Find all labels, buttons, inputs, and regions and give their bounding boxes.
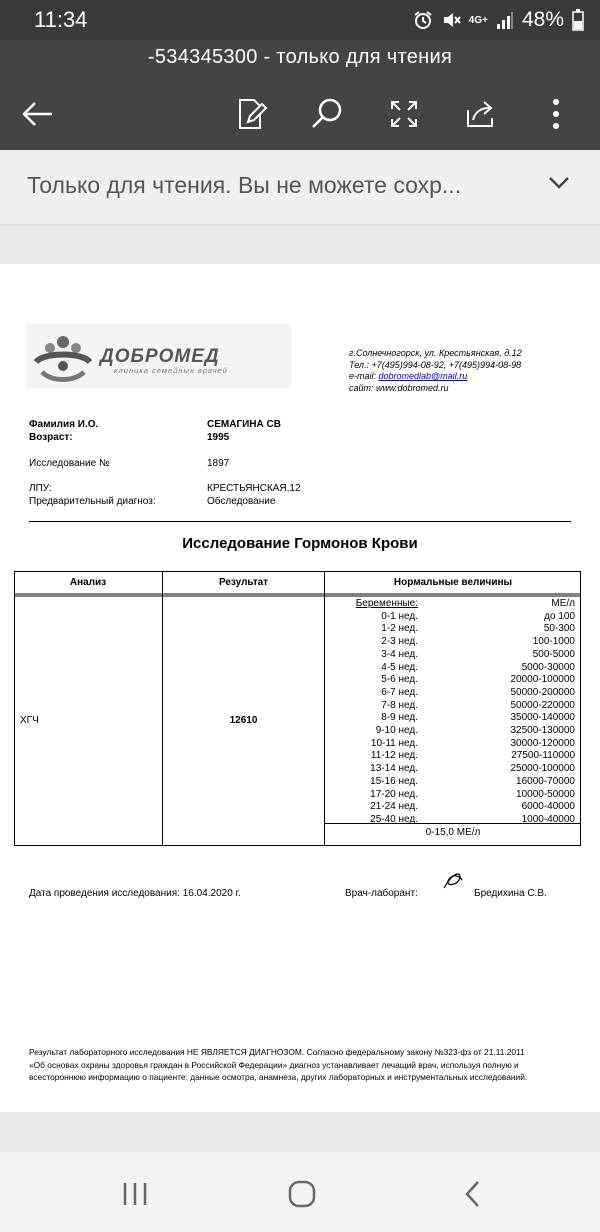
email-label: e-mail: bbox=[349, 371, 379, 381]
norm-row bbox=[333, 674, 575, 687]
document-page bbox=[0, 264, 600, 1112]
study-label: Исследование № bbox=[29, 458, 110, 469]
signal-icon bbox=[496, 10, 514, 30]
norm-range: 10000-50000 bbox=[516, 788, 575, 800]
clinic-tagline: клиника семейных врачей bbox=[114, 366, 228, 375]
norm-range: 50-300 bbox=[543, 623, 575, 635]
norm-week: 3-4 нед. bbox=[381, 648, 418, 660]
norm-row bbox=[333, 789, 575, 802]
name-value: СЕМАГИНА СВ bbox=[207, 419, 281, 430]
document-title: -534345300 - только для чтения bbox=[147, 46, 453, 68]
result-cell: 12610 bbox=[229, 715, 258, 726]
norm-range: 6000-40000 bbox=[521, 801, 575, 813]
network-type: 4G+ bbox=[468, 14, 488, 26]
share-button[interactable] bbox=[458, 92, 502, 136]
disclaimer-line-1: Результат лабораторного исследования НЕ ЯВЛЯЕТСЯ ДИАГНОЗОМ. Согласно федеральному закону №323-фз от 21.11.2011 bbox=[29, 1047, 525, 1057]
norm-range: 50000-220000 bbox=[510, 699, 575, 711]
norm-row bbox=[333, 687, 575, 700]
divider bbox=[29, 521, 571, 522]
norm-row bbox=[333, 738, 575, 751]
norm-range: 500-5000 bbox=[532, 648, 575, 660]
nav-back-button[interactable] bbox=[447, 1176, 497, 1212]
clinic-phone: Тел.: +7(495)994-08-92, +7(495)994-08-98 bbox=[349, 359, 522, 370]
name-label: Фамилия И.О. bbox=[29, 419, 99, 430]
norm-range: 25000-100000 bbox=[510, 763, 575, 775]
norm-week: 9-10 нед. bbox=[375, 725, 418, 737]
norm-row bbox=[333, 649, 575, 662]
norm-range: 1000-40000 bbox=[521, 813, 575, 825]
lpu-value: КРЕСТЬЯНСКАЯ,12 bbox=[207, 483, 301, 494]
navigation-bar bbox=[0, 1152, 600, 1232]
age-value: 1995 bbox=[207, 432, 230, 443]
norm-range: 16000-70000 bbox=[516, 775, 575, 787]
disclaimer bbox=[29, 1046, 589, 1084]
norms-list bbox=[333, 598, 575, 827]
norm-range: 100-1000 bbox=[532, 636, 575, 648]
age-label: Возраст: bbox=[29, 432, 73, 443]
norm-week: 2-3 нед. bbox=[381, 636, 418, 648]
norm-row bbox=[333, 712, 575, 725]
doctor-label: Врач-лаборант: bbox=[345, 888, 418, 899]
norm-week: 10-11 нед. bbox=[370, 737, 418, 749]
battery-percent: 48% bbox=[521, 8, 564, 31]
clinic-site: сайт: www.dobromed.ru bbox=[349, 382, 449, 393]
chevron-left-icon bbox=[464, 1180, 480, 1208]
clinic-address: г.Солнечногорск, ул. Крестьянская, д.12 bbox=[349, 348, 522, 358]
disclaimer-line-3: всестороннюю информацию о пациенте: данные осмотра, анамнеза, других лабораторных и инструментальных исследований. bbox=[29, 1072, 528, 1083]
norm-row bbox=[333, 623, 575, 636]
clinic-email-line bbox=[349, 371, 522, 383]
norms-header-row bbox=[333, 598, 575, 611]
search-button[interactable] bbox=[305, 92, 349, 136]
home-button[interactable] bbox=[277, 1176, 327, 1212]
more-vertical-icon bbox=[551, 98, 561, 130]
results-table bbox=[14, 571, 581, 846]
norm-range: 50000-200000 bbox=[510, 686, 575, 698]
header-norms: Нормальные величины bbox=[393, 577, 513, 588]
norm-row bbox=[333, 611, 575, 624]
disclaimer-line-2: «Об основах охраны здоровья граждан в Российской Федерации» диагноз устанавливает лечащий врач, используя полную и bbox=[29, 1059, 519, 1070]
edit-button[interactable] bbox=[230, 92, 274, 136]
lpu-label: ЛПУ: bbox=[29, 483, 52, 494]
norm-week: 5-6 нед. bbox=[381, 674, 418, 686]
norm-week: 25-40 нед. bbox=[370, 813, 418, 825]
banner-text: Только для чтения. Вы не можете сохр... bbox=[27, 172, 462, 198]
fullscreen-button[interactable] bbox=[382, 92, 426, 136]
clinic-brand: ДОБРОМЕД bbox=[100, 346, 220, 367]
norm-row bbox=[333, 801, 575, 814]
header-analysis: Анализ bbox=[69, 577, 107, 588]
norm-range: 35000-140000 bbox=[510, 712, 575, 724]
chevron-down-icon[interactable] bbox=[548, 176, 570, 190]
study-value: 1897 bbox=[207, 458, 230, 469]
norm-row bbox=[333, 700, 575, 713]
diagnosis-label: Предварительный диагноз: bbox=[29, 496, 156, 507]
clinic-logo bbox=[26, 324, 291, 388]
norm-row bbox=[333, 814, 575, 827]
read-only-banner[interactable] bbox=[0, 150, 600, 225]
signature-icon bbox=[440, 868, 466, 894]
norm-week: 4-5 нед. bbox=[381, 661, 418, 673]
norm-week: 1-2 нед. bbox=[381, 623, 418, 635]
battery-icon bbox=[572, 9, 584, 31]
analysis-cell: ХГЧ bbox=[20, 715, 39, 726]
share-icon bbox=[464, 98, 496, 130]
norm-row bbox=[333, 725, 575, 738]
home-icon bbox=[288, 1180, 316, 1208]
alarm-icon bbox=[413, 10, 433, 30]
status-time: 11:34 bbox=[34, 7, 88, 32]
status-icons bbox=[413, 8, 584, 32]
norm-range: 32500-130000 bbox=[510, 725, 575, 737]
recent-apps-button[interactable] bbox=[110, 1176, 160, 1212]
norm-row bbox=[333, 776, 575, 789]
back-arrow-icon bbox=[22, 101, 54, 127]
more-options-button[interactable] bbox=[534, 92, 578, 136]
doctor-name: Бредихина С.В. bbox=[474, 888, 547, 899]
pregnant-label: Беременные: bbox=[355, 598, 418, 609]
norm-week: 15-16 нед. bbox=[370, 775, 418, 787]
norm-row bbox=[333, 636, 575, 649]
norm-week: 0-1 нед. bbox=[381, 610, 418, 622]
norm-week: 13-14 нед. bbox=[370, 763, 418, 775]
non-pregnant-norm: 0-15,0 МЕ/л bbox=[425, 827, 481, 838]
norm-row bbox=[333, 750, 575, 763]
mute-icon bbox=[441, 10, 461, 30]
norm-range: 20000-100000 bbox=[510, 674, 575, 686]
norm-week: 7-8 нед. bbox=[381, 699, 418, 711]
expand-icon bbox=[389, 99, 419, 129]
norm-week: 11-12 нед. bbox=[370, 750, 418, 762]
norm-week: 6-7 нед. bbox=[381, 686, 418, 698]
header-result: Результат bbox=[218, 577, 269, 588]
norm-range: 27500-110000 bbox=[511, 750, 575, 762]
email-link[interactable]: dobromedlab@mail.ru bbox=[378, 371, 468, 381]
norm-range: до 100 bbox=[544, 610, 575, 622]
norm-week: 21-24 нед. bbox=[370, 801, 418, 813]
status-bar bbox=[0, 0, 600, 40]
section-title: Исследование Гормонов Крови bbox=[182, 535, 418, 552]
back-button[interactable] bbox=[16, 92, 60, 136]
unit-label: МЕ/л bbox=[551, 598, 575, 609]
recent-apps-icon bbox=[122, 1182, 148, 1206]
norm-range: 30000-120000 bbox=[510, 737, 575, 749]
edit-document-icon bbox=[236, 97, 268, 131]
clinic-contacts bbox=[349, 348, 522, 394]
diagnosis-value: Обследование bbox=[207, 496, 276, 507]
norm-week: 8-9 нед. bbox=[381, 712, 418, 724]
norm-week: 17-20 нед. bbox=[370, 788, 418, 800]
norm-row bbox=[333, 662, 575, 675]
search-icon bbox=[310, 97, 344, 131]
norm-row bbox=[333, 763, 575, 776]
clinic-logo-icon bbox=[32, 332, 94, 382]
app-bar bbox=[0, 40, 600, 150]
date-line: Дата проведения исследования: 16.04.2020 г. bbox=[29, 888, 241, 899]
norm-range: 5000-30000 bbox=[521, 661, 575, 673]
